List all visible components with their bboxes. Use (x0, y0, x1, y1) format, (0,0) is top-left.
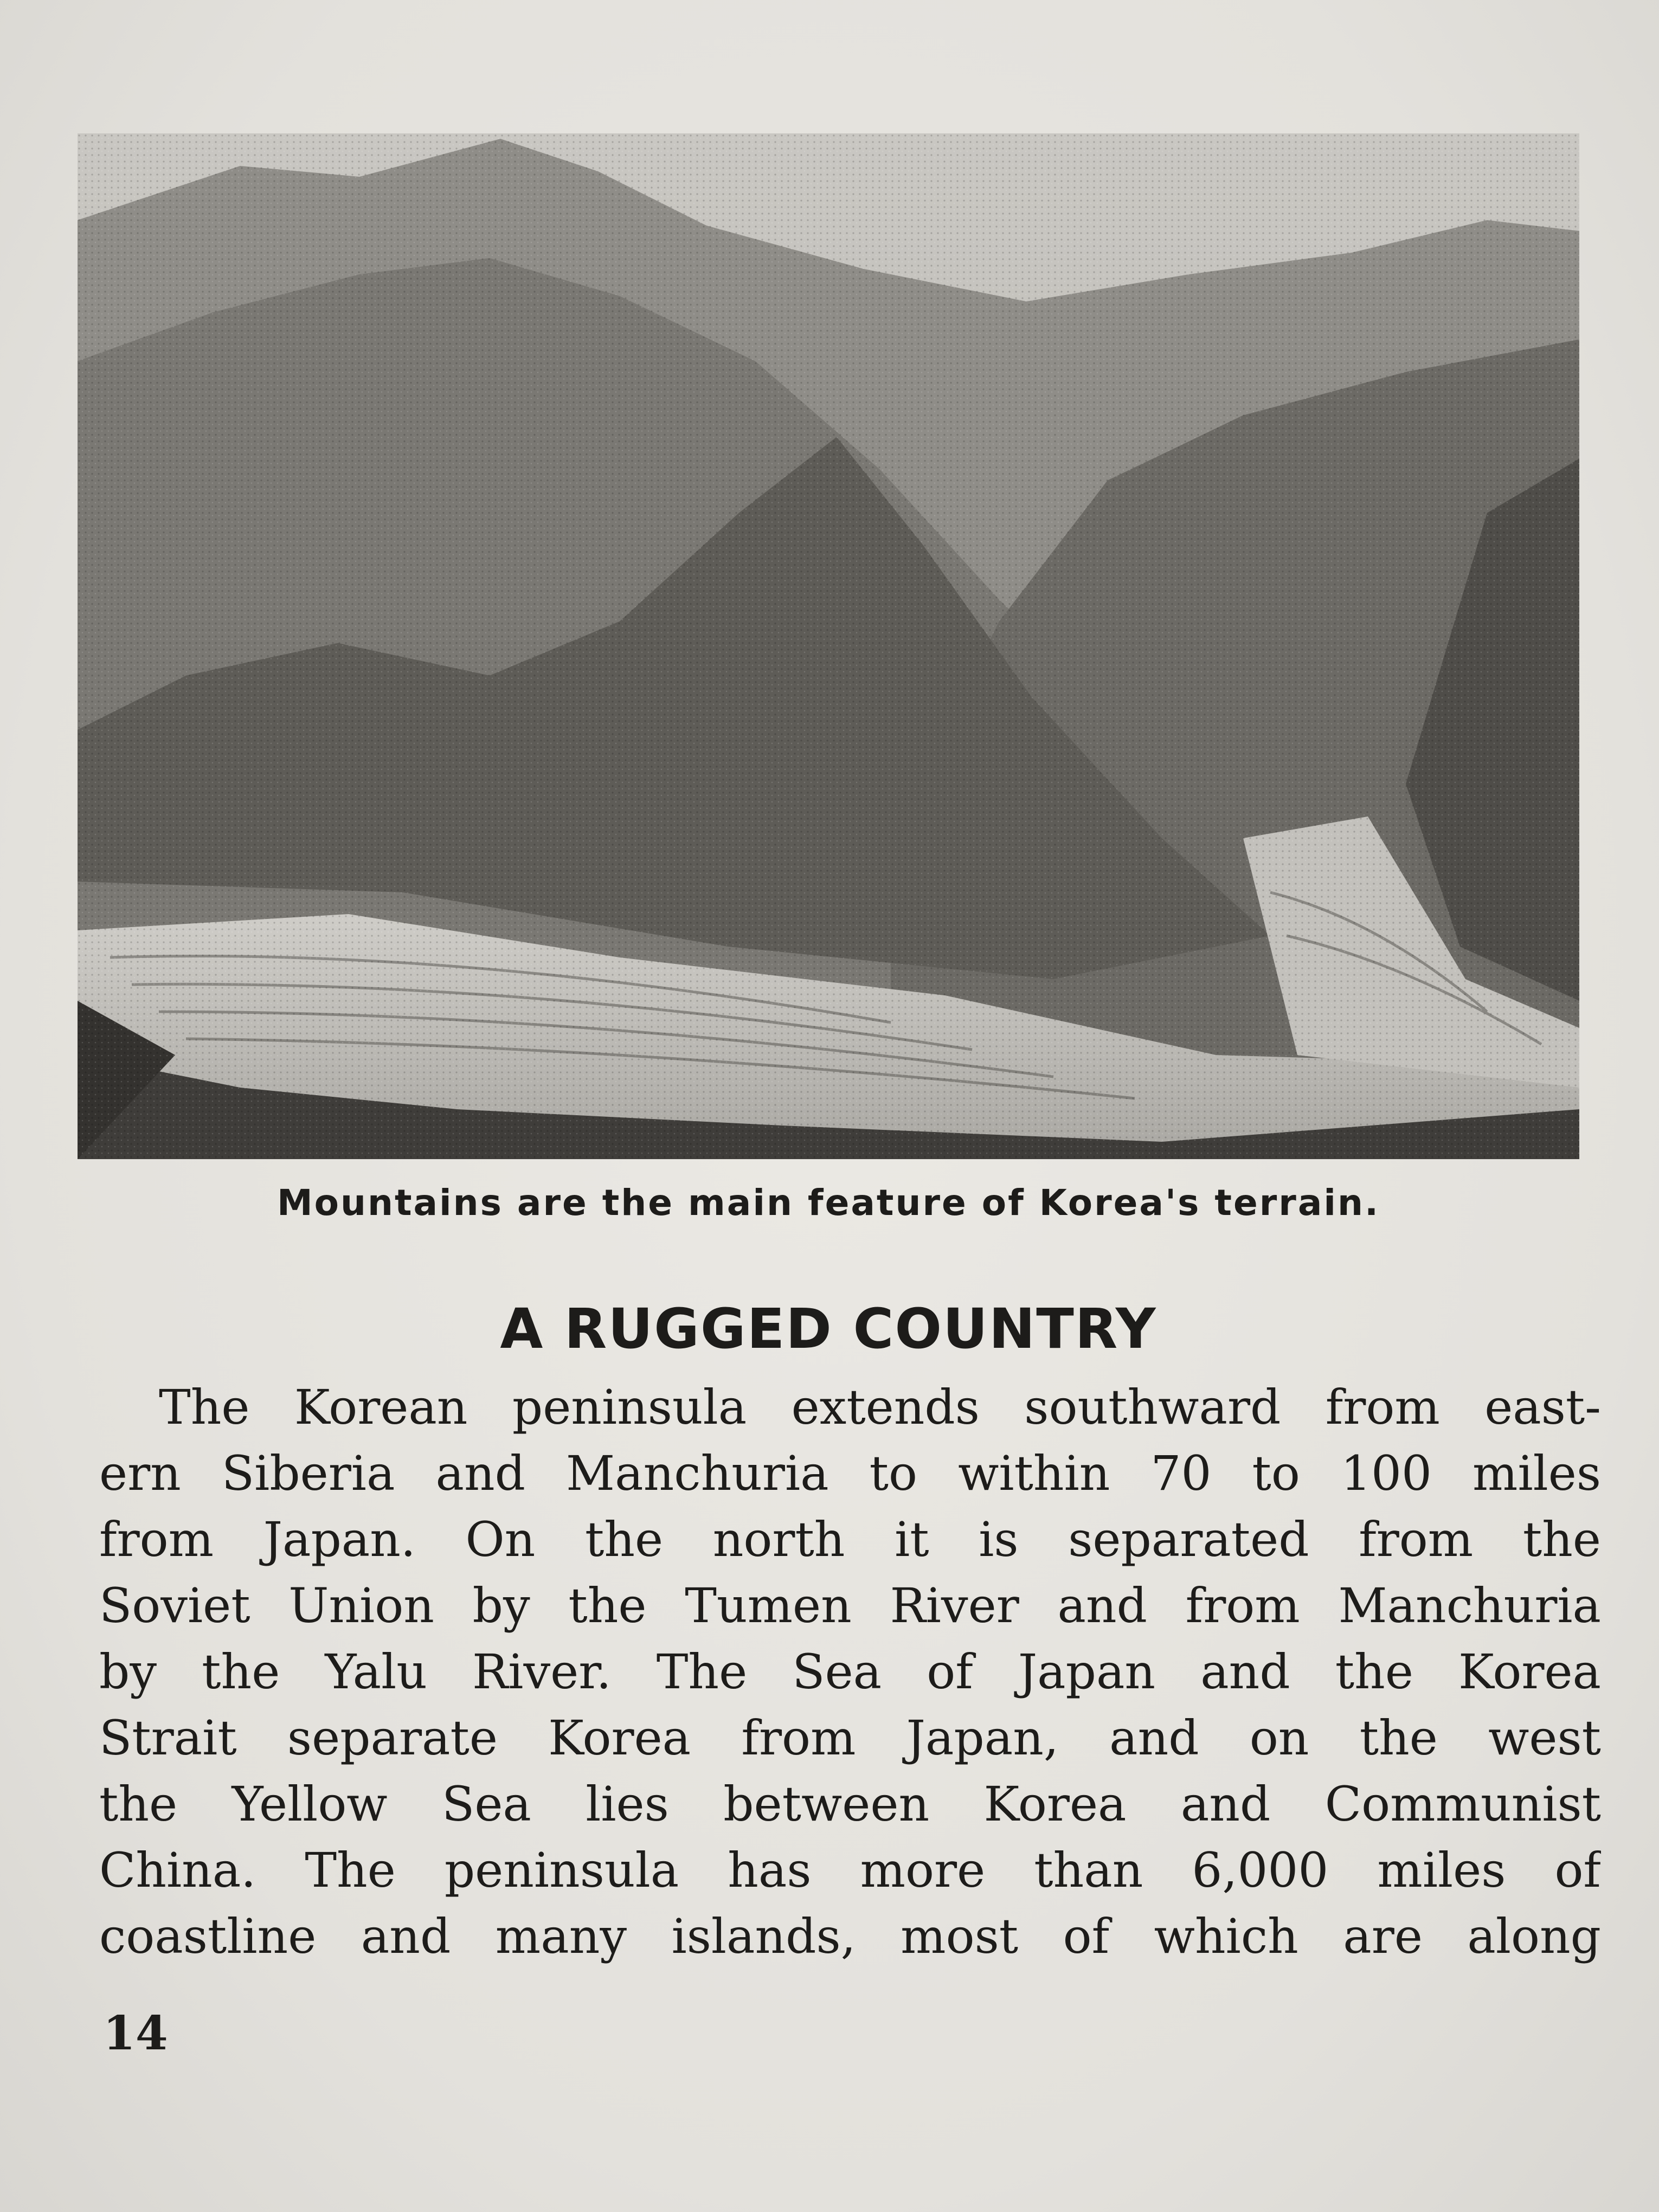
body-line: the Yellow Sea lies between Korea and Communist (99, 1776, 1601, 1832)
body-line: by the Yalu River. The Sea of Japan and the Korea (99, 1644, 1601, 1700)
body-line: coastline and many islands, most of which are along (99, 1908, 1601, 1964)
body-line: Strait separate Korea from Japan, and on the west (99, 1710, 1601, 1766)
body-line: The Korean peninsula extends southward from east- (159, 1379, 1601, 1435)
body-paragraph (99, 1374, 1601, 1970)
body-line: China. The peninsula has more than 6,000 miles of (99, 1842, 1601, 1898)
mountain-valley-photo-icon (78, 133, 1579, 1159)
body-line: ern Siberia and Manchuria to within 70 to 100 miles (99, 1445, 1601, 1501)
body-line: from Japan. On the north it is separated from the (99, 1512, 1601, 1567)
page-number: 14 (103, 2006, 168, 2061)
body-line: Soviet Union by the Tumen River and from Manchuria (99, 1578, 1601, 1634)
section-heading: A RUGGED COUNTRY (500, 1297, 1157, 1361)
photo-caption: Mountains are the main feature of Korea's terrain. (276, 1182, 1380, 1224)
